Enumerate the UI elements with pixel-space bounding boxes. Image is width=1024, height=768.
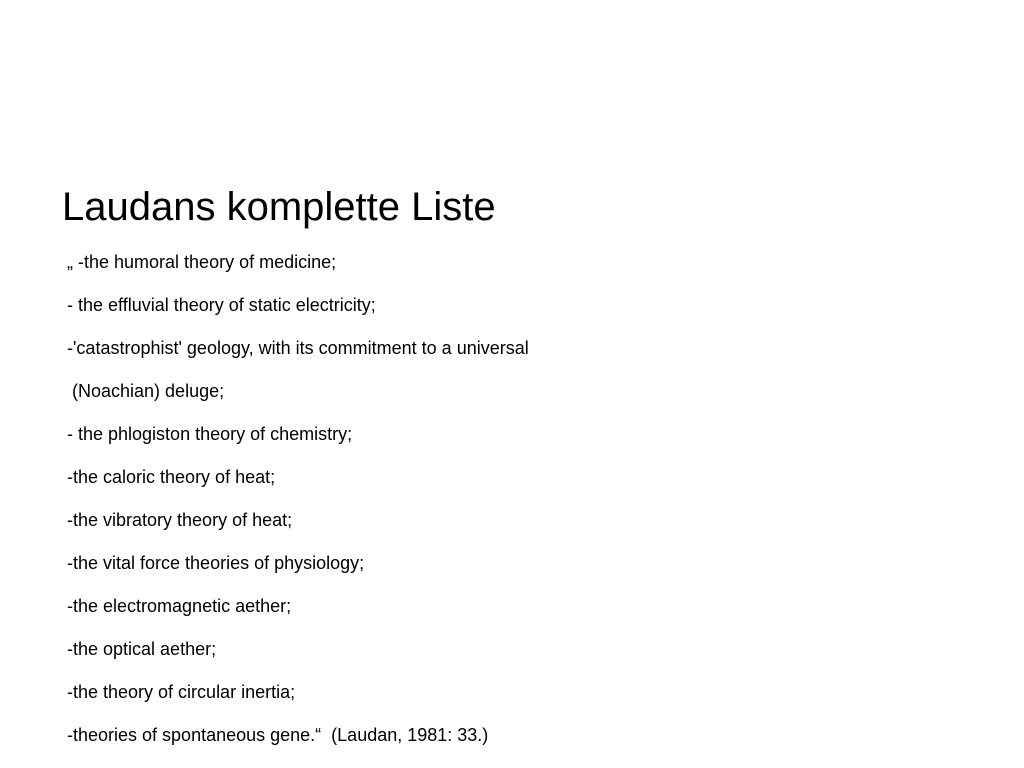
list-item: -the electromagnetic aether;	[67, 596, 292, 616]
list-item: (Noachian) deluge;	[67, 381, 225, 401]
list-item: -the vibratory theory of heat;	[67, 510, 293, 530]
theory-list	[67, 250, 529, 766]
list-item: - the effluvial theory of static electricity;	[67, 295, 376, 315]
list-item: -'catastrophist' geology, with its commitment to a universal	[67, 338, 529, 358]
slide-title: Laudans komplette Liste	[62, 185, 496, 229]
list-item: -the vital force theories of physiology;	[67, 553, 365, 573]
list-item: -the caloric theory of heat;	[67, 467, 276, 487]
list-item: „ -the humoral theory of medicine;	[67, 252, 337, 272]
list-item: -the theory of circular inertia;	[67, 682, 296, 702]
list-item: - the phlogiston theory of chemistry;	[67, 424, 353, 444]
list-item: -the optical aether;	[67, 639, 217, 659]
list-item: -theories of spontaneous gene.“ (Laudan, 1981: 33.)	[67, 725, 489, 745]
